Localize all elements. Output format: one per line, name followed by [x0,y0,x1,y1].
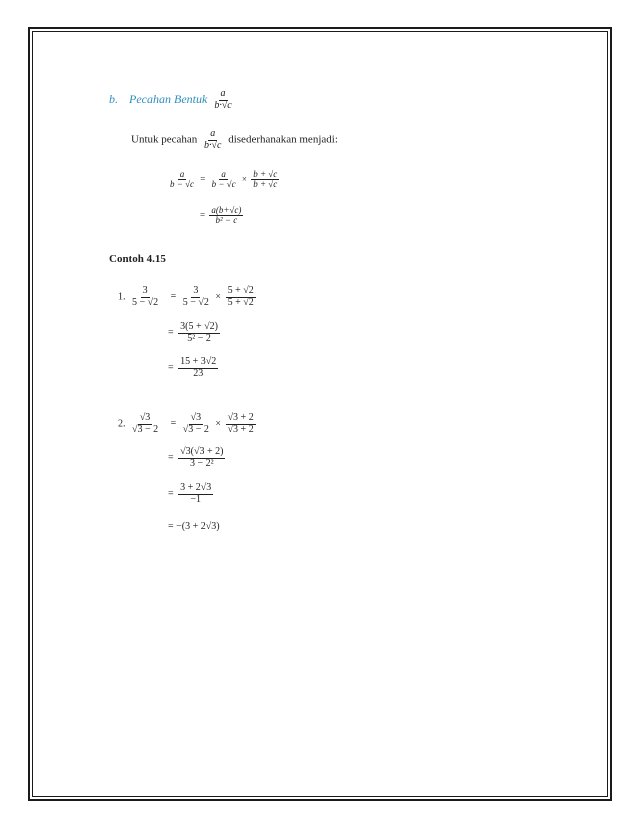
example-1-number: 1. [118,291,126,303]
example-2-line-1 [118,413,258,435]
example-1-step1-a [181,286,211,308]
derivation-step1-b-num: b + √c [253,169,278,179]
example-2-step3-den: −1 [190,493,202,505]
example-1-step2-num: 3(5 + √2) [180,321,218,332]
example-2-number: 2. [118,418,126,430]
derivation-lhs-den: b − √c [170,179,195,190]
example-1-step3 [178,357,218,379]
derivation-line-2 [200,206,245,226]
section-fraction-num: a [220,88,226,99]
example-1-line-2 [168,322,222,344]
example-2-step1-b-num: √3 + 2 [227,412,254,423]
example-2-step1-a-num: √3 [190,412,202,423]
example-2-step1-b [226,413,256,435]
section-label: b. [109,91,118,106]
section-fraction [212,89,233,111]
example-1-lhs-num: 3 [142,285,148,296]
equals-sign: = [168,327,174,339]
equals-sign: = [168,452,174,464]
example-1-step1-a-den: 5 − √2 [182,296,209,308]
example-2-lhs [130,413,160,435]
equals-sign: = [168,362,174,374]
section-title: Pecahan Bentuk [129,91,208,106]
equals-sign: = [170,418,177,430]
example-1-line-1 [118,286,258,308]
derivation-step2-den: b² − c [215,215,238,226]
example-2-step2-num: √3(√3 + 2) [180,446,224,457]
derivation-step1-b [251,170,279,190]
example-1-step1-b-num: 5 + √2 [227,285,254,296]
example-2-step1-a [181,413,211,435]
example-2-step3-num: 3 + 2√3 [180,482,212,493]
example-2-step2-den: 3 − 2² [189,457,214,469]
times-sign: × [241,174,247,184]
example-2-step4: −(3 + 2√3) [176,521,220,532]
equals-sign: = [200,210,206,220]
intro-prefix: Untuk pecahan [131,133,198,146]
example-2-lhs-den: √3 − 2 [132,423,159,435]
intro-fraction-num: a [210,128,216,139]
times-sign: × [215,291,222,303]
derivation-step1-a-den: b − √c [211,179,236,190]
derivation-line-1 [166,170,281,190]
example-1-lhs [130,286,160,308]
example-2-step2 [178,447,225,469]
equals-sign: = [168,488,174,500]
derivation-step2 [209,206,243,226]
example-1-step2-den: 5² − 2 [187,332,211,344]
derivation-step1-b-den: b + √c [253,179,278,190]
example-1-line-3 [168,357,220,379]
equals-sign: = [200,174,206,184]
example-2-line-4 [168,521,220,532]
example-2-line-2 [168,447,227,469]
intro-sentence [131,129,338,151]
section-fraction-den: b·√c [214,99,232,111]
example-1-lhs-den: 5 − √2 [132,296,159,308]
equals-sign: = [170,291,177,303]
example-1-step2 [178,322,220,344]
example-title: Contoh 4.15 [109,253,166,265]
example-1-step1-a-num: 3 [193,285,199,296]
times-sign: × [215,418,222,430]
example-1-step3-num: 15 + 3√2 [180,356,217,367]
example-2-step1-b-den: √3 + 2 [227,423,254,435]
derivation-lhs [168,170,196,190]
section-heading [109,89,236,111]
intro-suffix: disederhanakan menjadi: [228,133,338,146]
derivation-step2-num: a(b+√c) [211,205,242,215]
example-1-step1-b-den: 5 + √2 [227,296,254,308]
equals-sign: = [168,521,174,532]
example-2-step3 [178,483,213,505]
example-2-line-3 [168,483,215,505]
intro-fraction-den: b·√c [204,139,222,151]
example-2-step1-a-den: √3 − 2 [182,423,209,435]
example-1-step1-b [226,286,256,308]
intro-fraction [202,129,223,151]
derivation-lhs-num: a [179,169,185,179]
example-2-lhs-num: √3 [139,412,151,423]
derivation-step1-a [210,170,238,190]
derivation-step1-a-num: a [221,169,226,179]
example-1-step3-den: 23 [193,367,204,379]
